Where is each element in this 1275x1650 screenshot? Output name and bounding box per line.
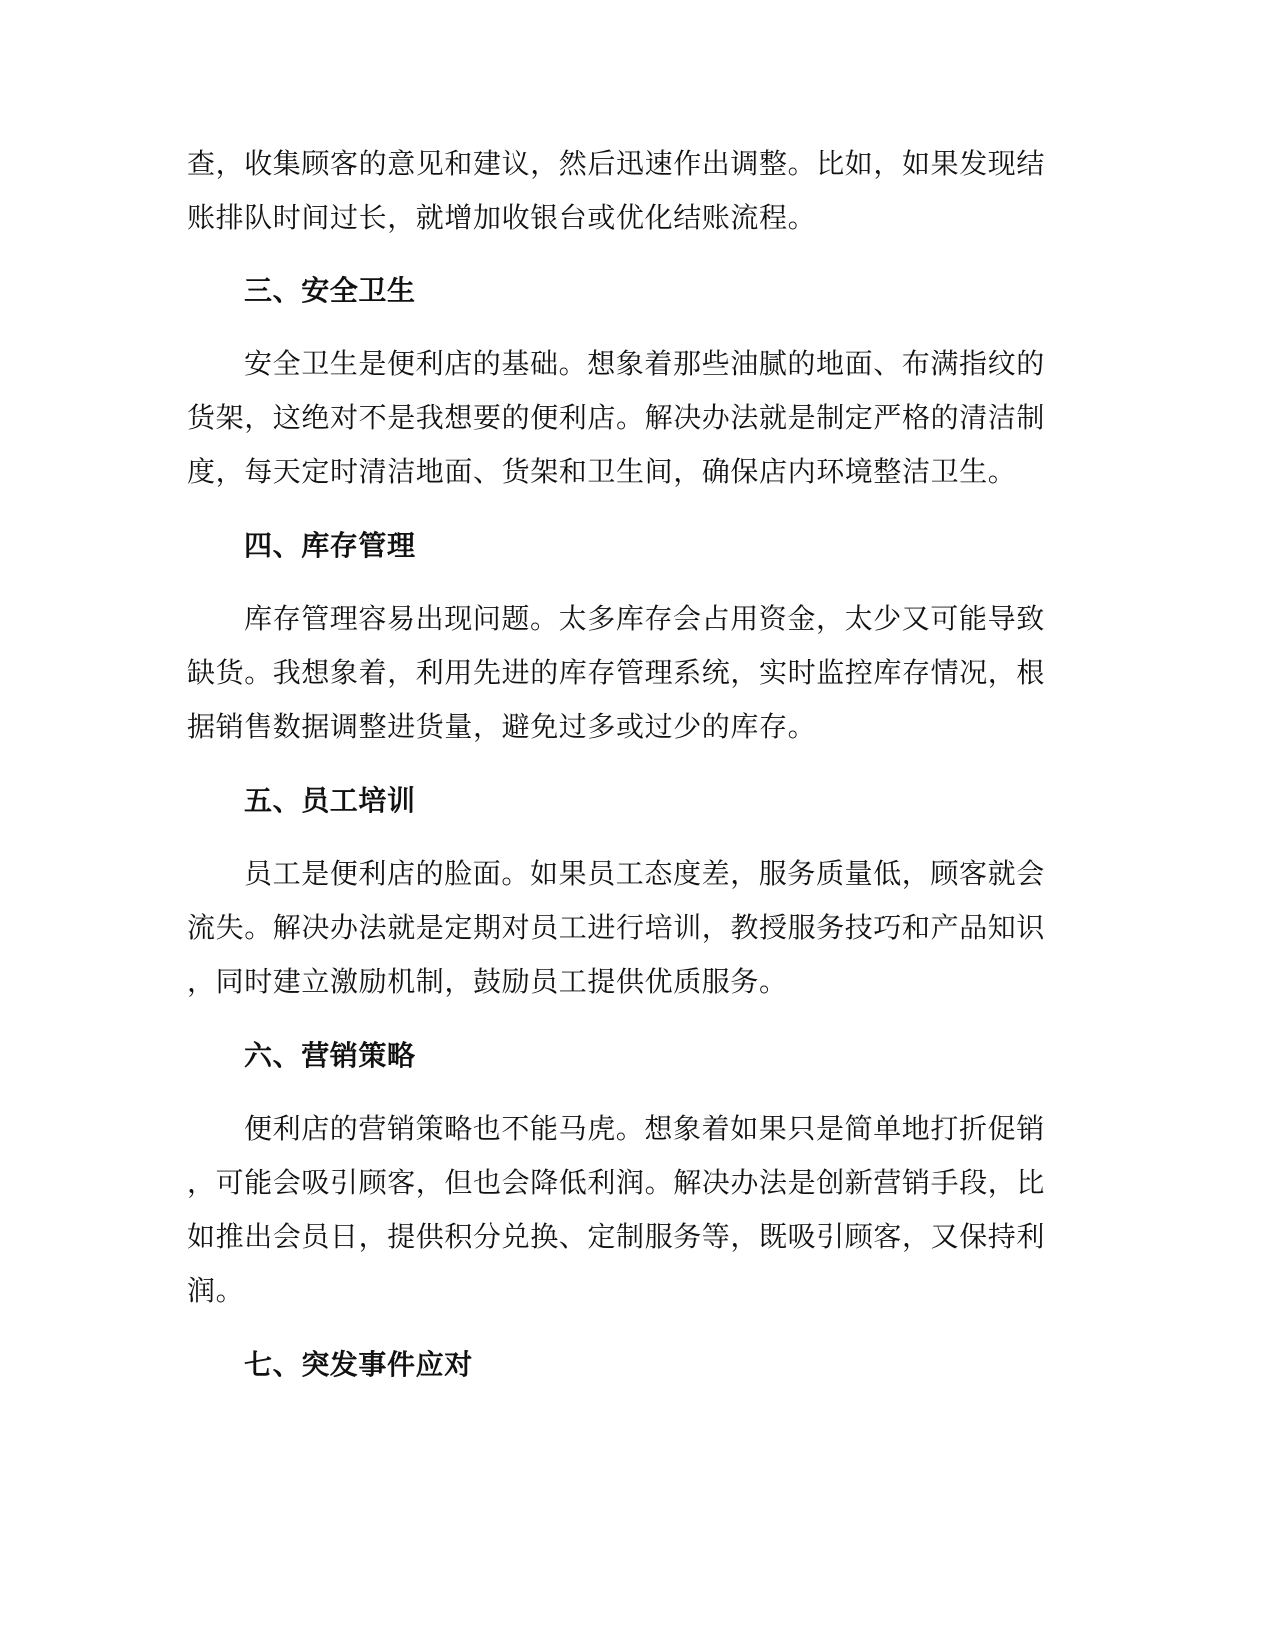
- paragraph-line: 缺货。我想象着，利用先进的库存管理系统，实时监控库存情况，根: [187, 656, 1046, 689]
- paragraph-line: 账排队时间过长，就增加收银台或优化结账流程。: [187, 201, 817, 234]
- section-heading-marketing: 六、营销策略: [244, 1039, 416, 1072]
- section-heading-inventory: 四、库存管理: [244, 529, 416, 562]
- paragraph-line: 货架，这绝对不是我想要的便利店。解决办法就是制定严格的清洁制: [187, 401, 1046, 434]
- section-heading-staff-training: 五、员工培训: [244, 784, 416, 817]
- paragraph-line: 员工是便利店的脸面。如果员工态度差，服务质量低，顾客就会: [244, 857, 1045, 890]
- paragraph-line: 查，收集顾客的意见和建议，然后迅速作出调整。比如，如果发现结: [187, 147, 1046, 180]
- paragraph-line: 如推出会员日，提供积分兑换、定制服务等，既吸引顾客，又保持利: [187, 1220, 1046, 1253]
- paragraph-line: 据销售数据调整进货量，避免过多或过少的库存。: [187, 710, 817, 743]
- paragraph-line: ，可能会吸引顾客，但也会降低利润。解决办法是创新营销手段，比: [187, 1166, 1046, 1199]
- paragraph-line: 润。: [187, 1274, 245, 1307]
- paragraph-line: 流失。解决办法就是定期对员工进行培训，教授服务技巧和产品知识: [187, 911, 1046, 944]
- paragraph-line: ，同时建立激励机制，鼓励员工提供优质服务。: [187, 965, 788, 998]
- section-heading-safety-hygiene: 三、安全卫生: [244, 274, 416, 307]
- section-heading-emergency-response: 七、突发事件应对: [244, 1348, 473, 1381]
- paragraph-line: 便利店的营销策略也不能马虎。想象着如果只是简单地打折促销: [244, 1112, 1045, 1145]
- paragraph-line: 库存管理容易出现问题。太多库存会占用资金，太少又可能导致: [244, 602, 1045, 635]
- paragraph-line: 安全卫生是便利店的基础。想象着那些油腻的地面、布满指纹的: [244, 347, 1045, 380]
- paragraph-line: 度，每天定时清洁地面、货架和卫生间，确保店内环境整洁卫生。: [187, 455, 1017, 488]
